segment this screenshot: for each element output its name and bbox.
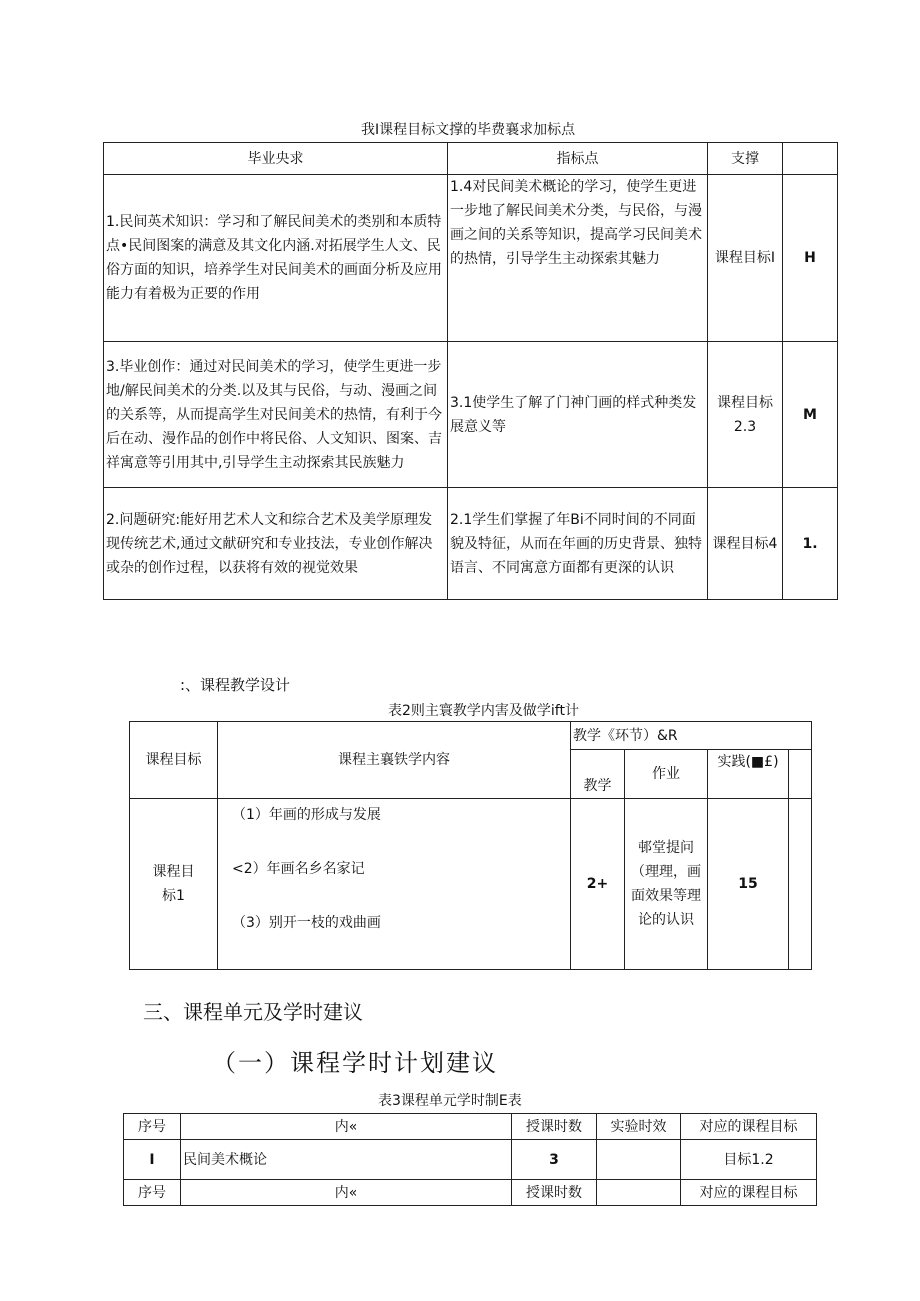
indicator-cell: 1.4对民间美术概论的学习，使学生更进一步地了解民间美术分类，与民俗，与漫画之间的关系等知识，提高学习民间美术的热情，引导学生主动探索其魅力 <box>448 175 708 342</box>
table-row <box>104 488 838 600</box>
lecture-hours-cell: 授课时数 <box>512 1180 597 1206</box>
content-item: <2）年画名乡名家记 <box>232 861 365 877</box>
subsection-title: （一）课程学时计划建议 <box>212 1049 498 1077</box>
content-cell: 内« <box>181 1180 512 1206</box>
number-cell: 序号 <box>124 1180 181 1206</box>
header-requirement: 毕业央求 <box>104 143 448 175</box>
table-row <box>124 1140 817 1180</box>
support-cell: 课程目标4 <box>708 488 783 600</box>
lecture-hours-cell: 3 <box>512 1140 597 1180</box>
lab-hours-cell <box>597 1140 681 1180</box>
table-row <box>124 1180 817 1206</box>
table1-caption: 我I课程目标文撑的毕费襄求加标点 <box>361 122 576 138</box>
table-row <box>104 175 838 342</box>
header-course-goal: 课程目标 <box>130 722 218 799</box>
header-teach: 教学 <box>571 750 625 799</box>
course-goal-cell: 对应的课程目标 <box>681 1180 817 1206</box>
level-cell: H <box>783 175 838 342</box>
course-hours-table <box>123 1113 817 1206</box>
table2-caption: 表2则主寰教学内害及做学ift计 <box>388 703 579 719</box>
header-number: 序号 <box>124 1114 181 1140</box>
level-cell: M <box>783 342 838 488</box>
header-teaching-method: 教学《环节）&R <box>571 722 812 750</box>
level-cell: 1. <box>783 488 838 600</box>
homework-cell: 邨堂提问（理理，画面效果等理论的认识 <box>625 799 708 970</box>
section2-title: :、课程教学设计 <box>180 676 291 694</box>
header-homework: 作业 <box>625 750 708 799</box>
requirement-cell: 2.问题研究:能好用艺术人文和综合艺术及美学原理发现传统艺术,通过文献研究和专业技法，专业创作解决或杂的创作过程，以获将有效的视觉效果 <box>104 488 448 600</box>
header-course-goal: 对应的课程目标 <box>681 1114 817 1140</box>
requirement-cell: 1.民间英术知识：学习和了解民间美术的类别和本质特点•民间图案的满意及其文化内涵.对拓展学生人文、民俗方面的知识，培养学生对民间美术的画面分析及应用能力有着极为正要的作用 <box>104 175 448 342</box>
indicator-cell: 2.1学生们掌握了年Bi不同时间的不同面貌及特征，从而在年画的历史背景、独特语言、不同寓意方面都有更深的认识 <box>448 488 708 600</box>
teaching-content-cell <box>218 799 571 970</box>
indicator-cell: 3.1使学生了解了门神门画的样式种类发展意义等 <box>448 342 708 488</box>
header-support: 支撑 <box>708 143 783 175</box>
header-blank <box>789 750 812 799</box>
number-cell: I <box>124 1140 181 1180</box>
content-cell: 民间美术概论 <box>181 1140 512 1180</box>
header-lab-hours: 实验时效 <box>597 1114 681 1140</box>
header-content: 内« <box>181 1114 512 1140</box>
section3-title: 三、课程单元及学时建议 <box>143 1000 363 1024</box>
course-goal-cell: 课程目标1 <box>130 799 218 970</box>
graduation-requirements-table <box>103 142 838 600</box>
requirement-cell: 3.毕业创作：通过对民间美术的学习，使学生更进一步地/解民间美术的分类.以及其与民俗，与动、漫画之间的关系等，从而提高学生对民间美术的热情，有利于今后在动、漫作品的创作中将民俗、人文知识、图案、吉祥寓意等引用其中,引导学生主动探索其民族魅力 <box>104 342 448 488</box>
header-teaching-content: 课程主襄铁学内容 <box>218 722 571 799</box>
practice-cell: 15 <box>708 799 789 970</box>
course-goal-cell: 目标1.2 <box>681 1140 817 1180</box>
teach-cell: 2+ <box>571 799 625 970</box>
header-lecture-hours: 授课时数 <box>512 1114 597 1140</box>
teaching-design-table <box>129 721 812 970</box>
header-indicator: 指标点 <box>448 143 708 175</box>
content-item: （1）年画的形成与发展 <box>232 807 381 823</box>
blank-cell <box>789 799 812 970</box>
table-row <box>130 799 812 970</box>
lab-hours-cell <box>597 1180 681 1206</box>
content-item: （3）别开一枝的戏曲画 <box>232 915 381 931</box>
support-cell: 课程目标I <box>708 175 783 342</box>
table-row <box>104 342 838 488</box>
header-level <box>783 143 838 175</box>
header-practice: 实践(■£) <box>708 750 789 799</box>
support-cell: 课程目标2.3 <box>708 342 783 488</box>
table3-caption: 表3课程单元学时制E表 <box>378 1093 522 1109</box>
